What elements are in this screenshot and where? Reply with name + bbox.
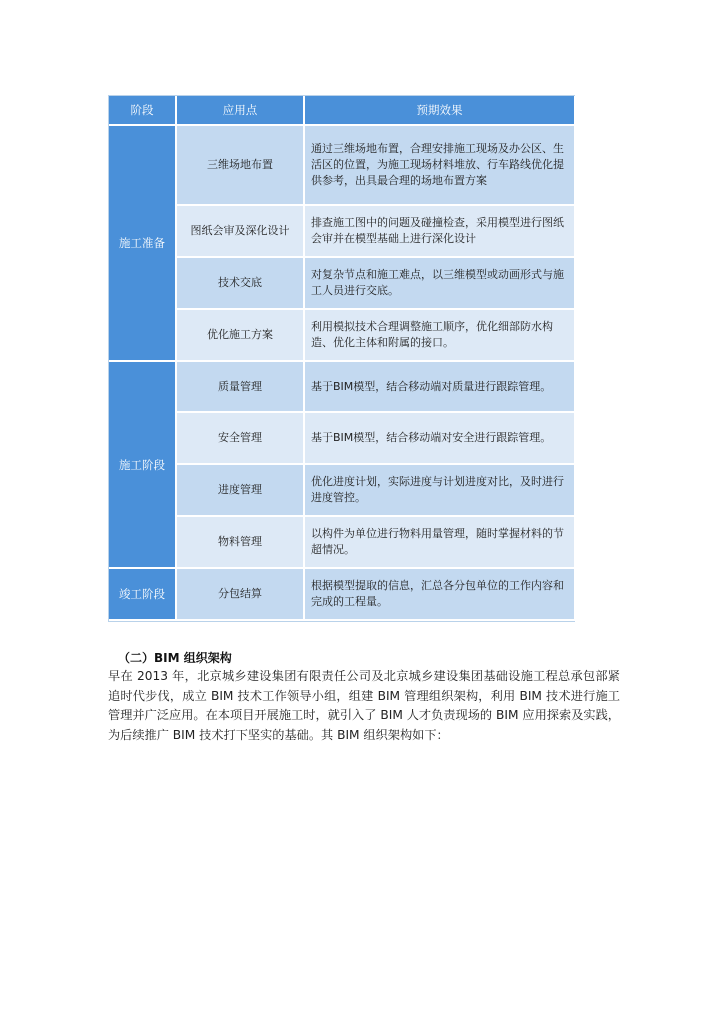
table-cell-effect: 对复杂节点和施工难点，以三维模型或动画形式与施工人员进行交底。: [305, 258, 576, 310]
stage-preparation: 施工准备: [109, 126, 177, 362]
header-stage: 阶段: [109, 96, 177, 126]
table-cell-app: 图纸会审及深化设计: [177, 206, 305, 258]
table-cell-app: 技术交底: [177, 258, 305, 310]
table-cell-effect: 排查施工图中的问题及碰撞检查，采用模型进行图纸会审并在模型基础上进行深化设计: [305, 206, 576, 258]
table-cell-app: 优化施工方案: [177, 310, 305, 362]
table-cell-effect: 利用模拟技术合理调整施工顺序，优化细部防水构造、优化主体和附属的接口。: [305, 310, 576, 362]
table-cell-effect: 根据模型提取的信息，汇总各分包单位的工作内容和完成的工程量。: [305, 569, 576, 621]
section-heading: （二）BIM 组织架构: [118, 651, 232, 665]
table-cell-app: 物料管理: [177, 517, 305, 569]
header-application: 应用点: [177, 96, 305, 126]
table-cell-app: 进度管理: [177, 465, 305, 517]
table-cell-effect: 优化进度计划，实际进度与计划进度对比，及时进行进度管控。: [305, 465, 576, 517]
table-cell-app: 分包结算: [177, 569, 305, 621]
bim-application-table: [108, 95, 575, 622]
header-effect: 预期效果: [305, 96, 576, 126]
table-cell-effect: 以构件为单位进行物料用量管理，随时掌握材料的节超情况。: [305, 517, 576, 569]
section-paragraph: 早在 2013 年，北京城乡建设集团有限责任公司及北京城乡建设集团基础设施工程总承包部紧追时代步伐，成立 BIM 技术工作领导小组，组建 BIM 管理组织架构，利用 BIM 技术进行施工管理并广泛应用。在本项目开展施工时，就引入了 BIM 人才负责现场的 BIM 应用探索及实践，为后续推广 BIM 技术打下坚实的基础。其 BIM 组织架构如下：: [108, 669, 620, 742]
table-cell-app: 三维场地布置: [177, 126, 305, 206]
table-cell-effect: 通过三维场地布置，合理安排施工现场及办公区、生活区的位置，为施工现场材料堆放、行车路线优化提供参考，出具最合理的场地布置方案: [305, 126, 576, 206]
table-cell-app: 安全管理: [177, 413, 305, 465]
stage-completion: 竣工阶段: [109, 569, 177, 621]
stage-construction: 施工阶段: [109, 362, 177, 569]
table-cell-effect: 基于BIM模型，结合移动端对安全进行跟踪管理。: [305, 413, 576, 465]
table-cell-effect: 基于BIM模型，结合移动端对质量进行跟踪管理。: [305, 362, 576, 413]
table-cell-app: 质量管理: [177, 362, 305, 413]
